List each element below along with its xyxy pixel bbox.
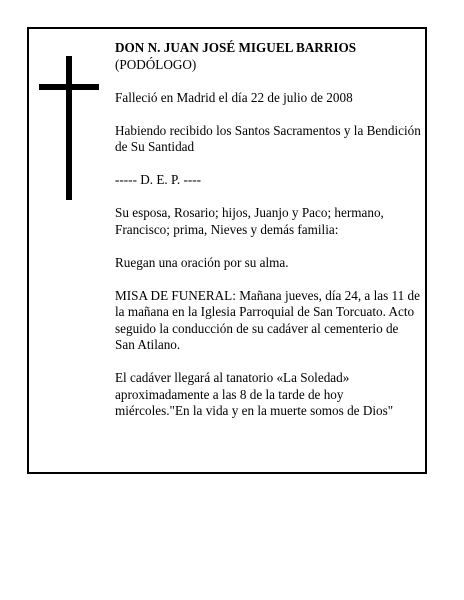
obituary-notice [27, 27, 427, 474]
sacraments-statement: Habiendo recibido los Santos Sacramentos y la Bendición de Su Santidad [115, 122, 421, 154]
deceased-header [115, 40, 421, 73]
deceased-name: DON N. JUAN JOSÉ MIGUEL BARRIOS [115, 40, 357, 55]
prayer-request: Ruegan una oración por su alma. [115, 254, 289, 270]
cross-icon [39, 56, 99, 200]
family-statement: Su esposa, Rosario; hijos, Juanjo y Paco; hermano, Francisco; prima, Nieves y demás familia: [115, 205, 384, 237]
death-statement: Falleció en Madrid el día 22 de julio de 2008 [115, 89, 353, 105]
funeral-details: MISA DE FUNERAL: Mañana jueves, día 24, a las 11 de la mañana en la Iglesia Parroquial de San Torcuato. Acto seguido la conducción de su cadáver al cementerio de San Atilano. [115, 287, 420, 352]
deceased-profession: (PODÓLOGO) [115, 56, 197, 72]
arrival-details: El cadáver llegará al tanatorio «La Soledad» aproximadamente a las 8 de la tarde de hoy miércoles."En la vida y en la muerte somos de Dios" [115, 370, 394, 418]
notice-body [115, 40, 421, 436]
cross-horizontal-bar [39, 84, 99, 90]
rip-line: ----- D. E. P. ---- [115, 172, 202, 187]
cross-vertical-bar [66, 56, 72, 200]
